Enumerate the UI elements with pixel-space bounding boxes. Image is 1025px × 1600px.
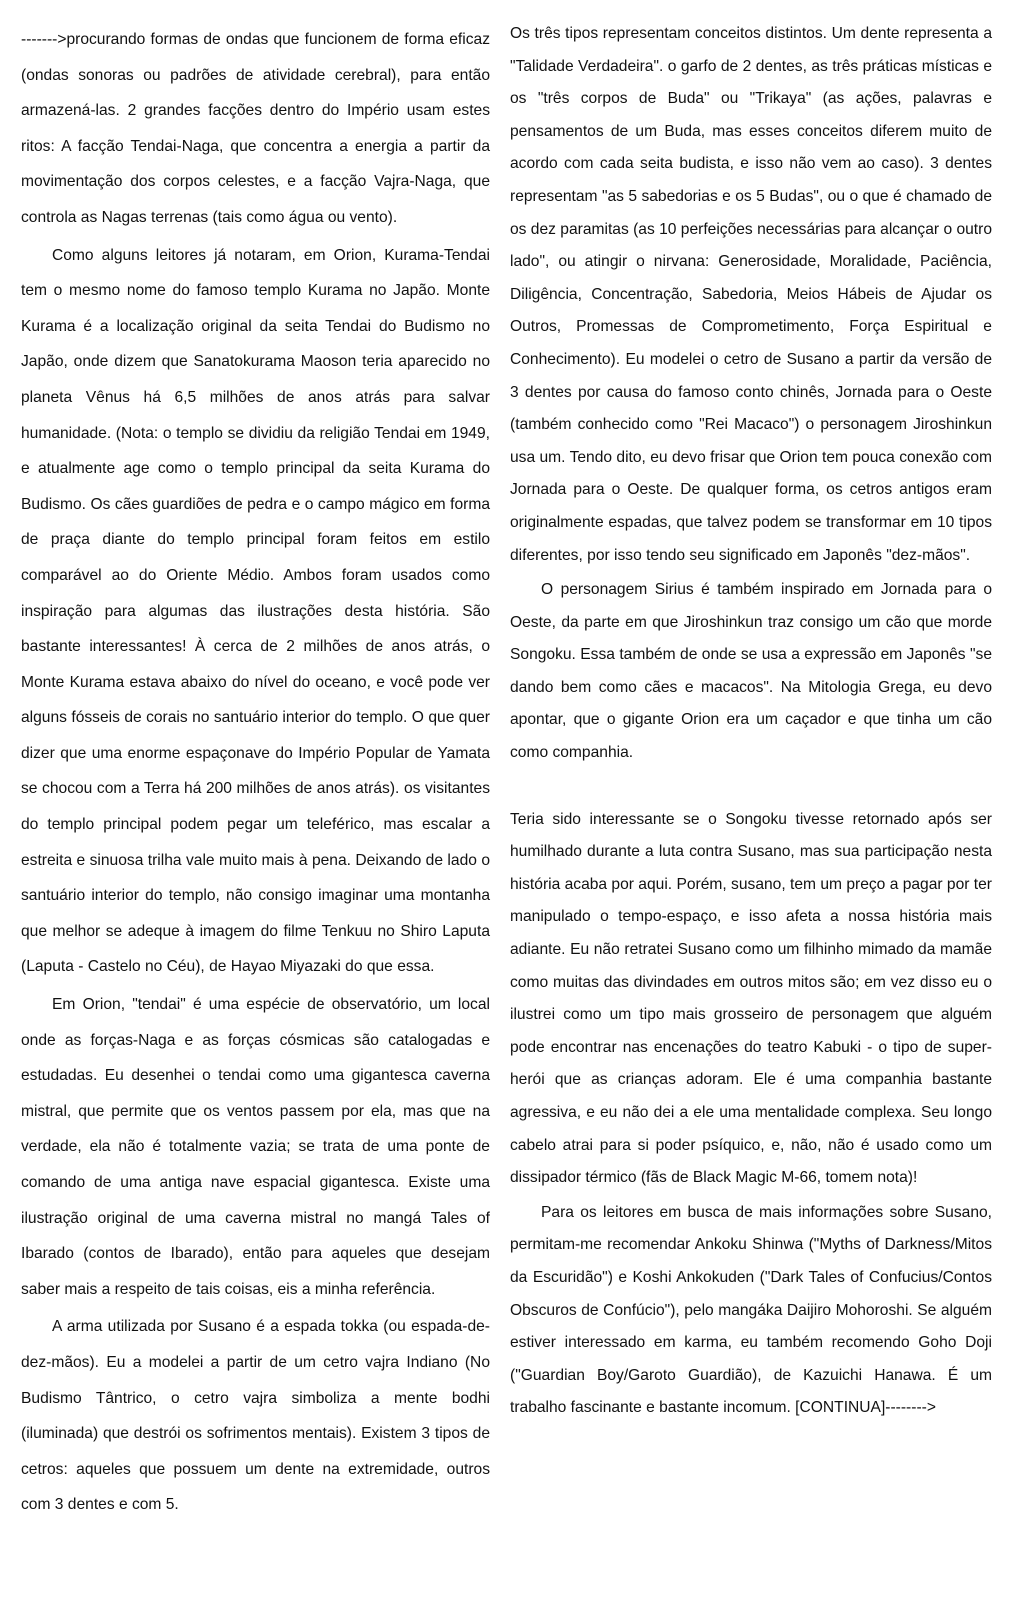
right-paragraph-4: Para os leitores em busca de mais informações sobre Susano, permitam-me recomendar Ankoku Shinwa ("Myths of Darkness/Mitos da Escuridão") e Koshi Ankokuden ("Dark Tales of Confucius/Contos Obscuros de Confúcio"), pelo mangáka Daijiro Mohoroshi. Se alguém estiver interessado em karma, eu também recomendo Goho Doji ("Guardian Boy/Garoto Guardião), de Kazuichi Hanawa. É um trabalho fascinante e bastante incomum. [CONTINUA]--------> [510, 1203, 992, 1417]
right-paragraph-3: Teria sido interessante se o Songoku tivesse retornado após ser humilhado durante a luta contra Susano, mas sua participação nesta história acaba por aqui. Porém, susano, tem um preço a pagar por ter manipulado o tempo-espaço, e isso afeta a nossa história mais adiante. Eu não retratei Susano como um filhinho mimado da mamãe como muitas das divindades em outros mitos são; em vez disso eu o ilustrei como um tipo mais grosseiro de personagem que alguém pode encontrar nas encenações do teatro Kabuki - o tipo de super-herói que as crianças adoram. Ele é uma companhia bastante agressiva, e eu não dei a ele uma mentalidade complexa. Seu longo cabelo atrai para si poder psíquico, e, não, não é usado como um dissipador térmico (fãs de Black Magic M-66, tomem nota)! [510, 810, 992, 1187]
right-paragraph-1: Os três tipos representam conceitos distintos. Um dente representa a "Talidade Verdadeira". o garfo de 2 dentes, as três práticas místicas e os "três corpos de Buda" ou "Trikaya" (as ações, palavras e pensamentos de um Buda, mas esses conceitos diferem muito de acordo com cada seita budista, e isso não vem ao caso). 3 dentes representam "as 5 sabedorias e os 5 Budas", ou o que é chamado de os dez paramitas (as 10 perfeições necessárias para alcançar o outro lado", ou atingir o nirvana: Generosidade, Moralidade, Paciência, Diligência, Concentração, Sabedoria, Meios Hábeis de Ajudar os Outros, Promessas de Comprometimento, Força Espiritual e Conhecimento). Eu modelei o cetro de Susano a partir da versão de 3 dentes por causa do famoso conto chinês, Jornada para o Oeste (também conhecido como "Rei Macaco") o personagem Jiroshinkun usa um. Tendo dito, eu devo frisar que Orion tem pouca conexão com Jornada para o Oeste. De qualquer forma, os cetros antigos eram originalmente espadas, que talvez podem se transformar em 10 tipos diferentes, por isso tendo seu significado em Japonês "dez-mãos". [510, 25, 992, 564]
left-paragraph-1: ------->procurando formas de ondas que funcionem de forma eficaz (ondas sonoras ou padrões de atividade cerebral), para então armazená-las. 2 grandes facções dentro do Império usam estes ritos: A facção Tendai-Naga, que concentra a energia a partir da movimentação dos corpos celestes, e a facção Vajra-Naga, que controla as Nagas terrenas (tais como água ou vento). [21, 31, 490, 226]
paragraph-gap [510, 772, 992, 804]
right-paragraph-2: O personagem Sirius é também inspirado em Jornada para o Oeste, da parte em que Jiroshinkun traz consigo um cão que morde Songoku. Essa também de onde se usa a expressão em Japonês "se dando bem como cães e macacos". Na Mitologia Grega, eu devo apontar, que o gigante Orion era um caçador e que tinha um cão como companhia. [510, 581, 992, 762]
left-paragraph-4: A arma utilizada por Susano é a espada tokka (ou espada-de-dez-mãos). Eu a modelei a partir de um cetro vajra Indiano (No Budismo Tântrico, o cetro vajra simboliza a mente bodhi (iluminada) que destrói os sofrimentos mentais). Existem 3 tipos de cetros: aqueles que possuem um dente na extremidade, outros com 3 dentes e com 5. [21, 1318, 490, 1514]
left-column [21, 22, 490, 1525]
right-column [510, 18, 992, 1427]
left-paragraph-2: Como alguns leitores já notaram, em Orion, Kurama-Tendai tem o mesmo nome do famoso templo Kurama no Japão. Monte Kurama é a localização original da seita Tendai do Budismo no Japão, onde dizem que Sanatokurama Maoson teria aparecido no planeta Vênus há 6,5 milhões de anos atrás para salvar humanidade. (Nota: o templo se dividiu da religião Tendai em 1949, e atualmente age como o templo principal da seita Kurama do Budismo. Os cães guardiões de pedra e o campo mágico em forma de praça diante do templo principal foram feitos em estilo comparável ao do Oriente Médio. Ambos foram usados como inspiração para algumas das ilustrações desta história. São bastante interessantes! À cerca de 2 milhões de anos atrás, o Monte Kurama estava abaixo do nível do oceano, e você pode ver alguns fósseis de corais no santuário interior do templo. O que quer dizer que uma enorme espaçonave do Império Popular de Yamata se chocou com a Terra há 200 milhões de anos atrás). os visitantes do templo principal podem pegar um teleférico, mas escalar a estreita e sinuosa trilha vale muito mais à pena. Deixando de lado o santuário interior do templo, não consigo imaginar uma montanha que melhor se adeque à imagem do filme Tenkuu no Shiro Laputa (Laputa - Castelo no Céu), de Hayao Miyazaki do que essa. [21, 246, 490, 976]
left-paragraph-3: Em Orion, "tendai" é uma espécie de observatório, um local onde as forças-Naga e as forças cósmicas são catalogadas e estudadas. Eu desenhei o tendai como uma gigantesca caverna mistral, que permite que os ventos passem por ela, mas que na verdade, ela não é totalmente vazia; se trata de uma ponte de comando de uma antiga nave espacial gigantesca. Existe uma ilustração original de uma caverna mistral no mangá Tales of Ibarado (contos de Ibarado), então para aqueles que desejam saber mais a respeito de tais coisas, eis a minha referência. [21, 996, 490, 1298]
